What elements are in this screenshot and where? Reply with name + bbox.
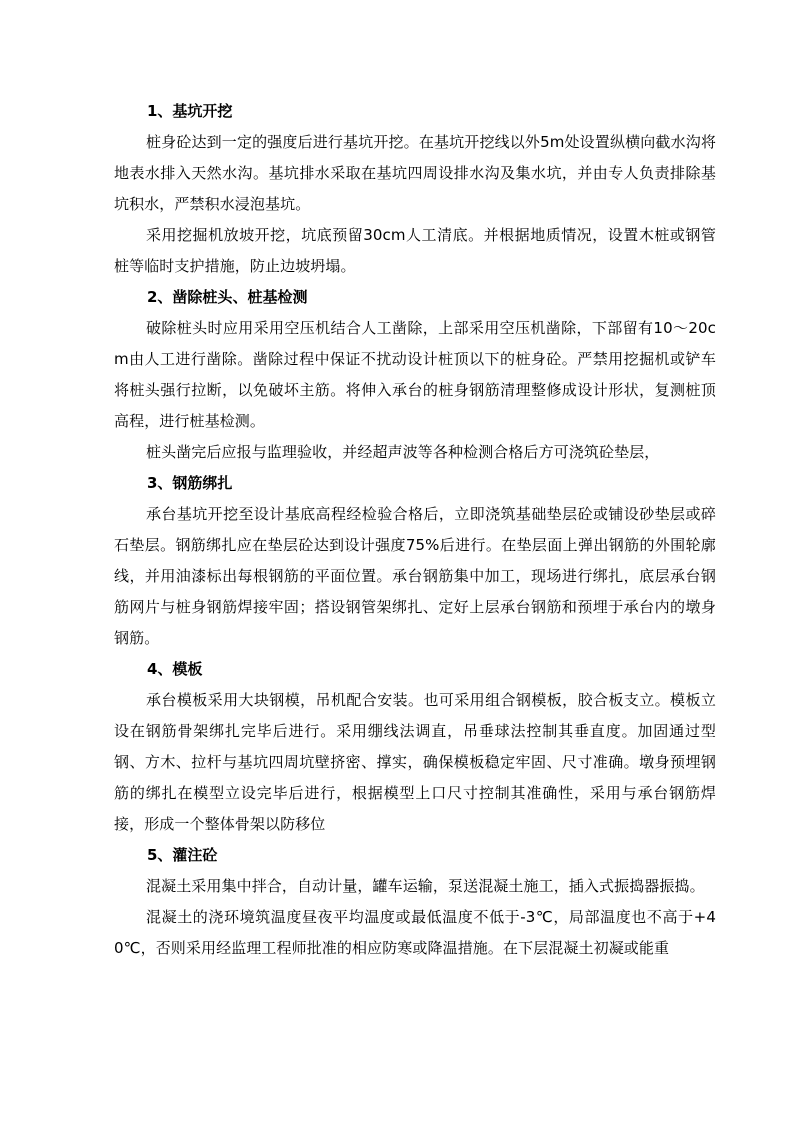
paragraph: 破除桩头时应用采用空压机结合人工凿除，上部采用空压机凿除，下部留有10～20cm由人工进行凿除。凿除过程中保证不扰动设计桩顶以下的桩身砼。严禁用挖掘机或铲车将桩头强行拉断，以免破坏主筋。将伸入承台的桩身钢筋清理整修成设计形状，复测桩顶高程，进行桩基检测。 [114, 319, 716, 430]
section-heading: 4、模板 [147, 660, 203, 678]
paragraph: 采用挖掘机放坡开挖，坑底预留30cm人工清底。并根据地质情况，设置木桩或钢管桩等临时支护措施，防止边坡坍塌。 [114, 226, 716, 275]
section-heading: 2、凿除桩头、桩基检测 [147, 288, 308, 306]
paragraph: 混凝土采用集中拌合，自动计量，罐车运输，泵送混凝土施工，插入式振捣器振捣。 [146, 877, 705, 895]
section-heading: 3、钢筋绑扎 [147, 474, 233, 492]
paragraph: 桩头凿完后应报与监理验收，并经超声波等各种检测合格后方可浇筑砼垫层， [146, 443, 660, 461]
section-heading: 5、灌注砼 [147, 846, 218, 864]
paragraph: 承台基坑开挖至设计基底高程经检验合格后，立即浇筑基础垫层砼或铺设砂垫层或碎石垫层。钢筋绑扎应在垫层砼达到设计强度75%后进行。在垫层面上弹出钢筋的外围轮廓线，并用油漆标出每根钢筋的平面位置。承台钢筋集中加工，现场进行绑扎，底层承台钢筋网片与桩身钢筋焊接牢固；搭设钢管架绑扎、定好上层承台钢筋和预埋于承台内的墩身钢筋。 [114, 505, 716, 647]
section-pile-head [114, 282, 716, 468]
section-excavation [114, 96, 716, 282]
section-rebar [114, 468, 716, 654]
section-heading: 1、基坑开挖 [147, 102, 233, 120]
paragraph: 混凝土的浇环境筑温度昼夜平均温度或最低温度不低于-3℃，局部温度也不高于+40℃，否则采用经监理工程师批准的相应防寒或降温措施。在下层混凝土初凝或能重 [114, 908, 716, 957]
document-body [114, 96, 716, 964]
section-formwork [114, 654, 716, 840]
paragraph: 承台模板采用大块钢模，吊机配合安装。也可采用组合钢模板，胶合板支立。模板立设在钢筋骨架绑扎完毕后进行。采用绷线法调直，吊垂球法控制其垂直度。加固通过型钢、方木、拉杆与基坑四周坑壁挤密、撑实，确保模板稳定牢固、尺寸准确。墩身预埋钢筋的绑扎在模型立设完毕后进行，根据模型上口尺寸控制其准确性，采用与承台钢筋焊接，形成一个整体骨架以防移位 [114, 691, 716, 833]
paragraph: 桩身砼达到一定的强度后进行基坑开挖。在基坑开挖线以外5m处设置纵横向截水沟将地表水排入天然水沟。基坑排水采取在基坑四周设排水沟及集水坑，并由专人负责排除基坑积水，严禁积水浸泡基坑。 [114, 133, 716, 213]
section-concrete [114, 840, 716, 964]
